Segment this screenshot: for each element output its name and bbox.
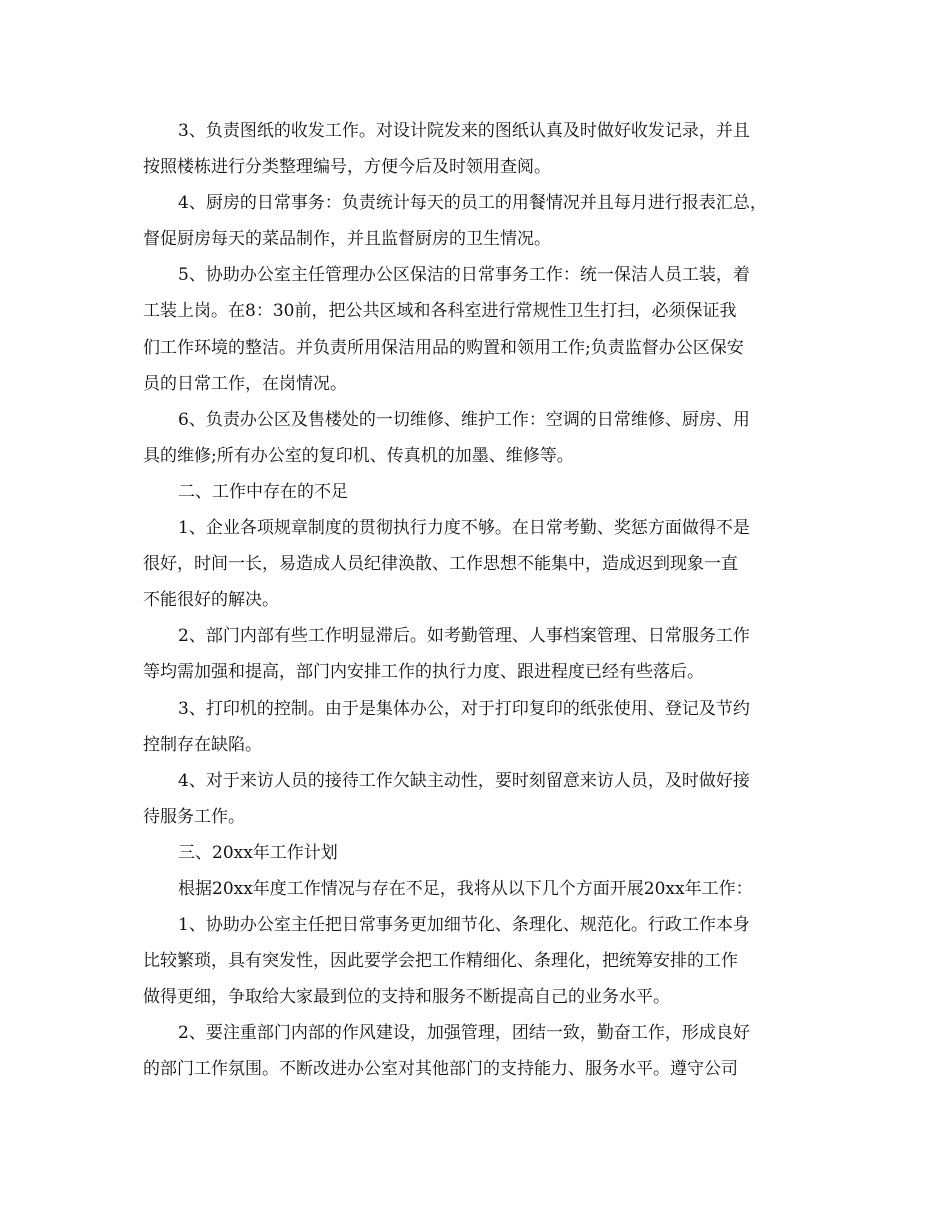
paragraph-line: 4、厨房的日常事务：负责统计每天的员工的用餐情况并且每月进行报表汇总， <box>178 193 767 214</box>
paragraph-line: 具的维修;所有办公室的复印机、传真机的加墨、维修等。 <box>143 445 574 466</box>
paragraph-line: 4、对于来访人员的接待工作欠缺主动性，要时刻留意来访人员，及时做好接 <box>178 770 750 791</box>
paragraph-line: 2、要注重部门内部的作风建设，加强管理，团结一致，勤奋工作，形成良好 <box>178 1023 750 1044</box>
paragraph-line: 等均需加强和提高，部门内安排工作的执行力度、跟进程度已经有些落后。 <box>143 662 704 683</box>
paragraph-line: 6、负责办公区及售楼处的一切维修、维护工作：空调的日常维修、厨房、用 <box>178 409 750 430</box>
paragraph-line: 不能很好的解决。 <box>143 590 279 611</box>
paragraph-line: 很好，时间一长，易造成人员纪律涣散、工作思想不能集中，造成迟到现象一直 <box>143 554 738 575</box>
paragraph-line: 按照楼栋进行分类整理编号，方便今后及时领用查阅。 <box>143 157 551 178</box>
paragraph-line: 根据20xx年度工作情况与存在不足，我将从以下几个方面开展20xx年工作： <box>178 878 753 899</box>
paragraph-line: 2、部门内部有些工作明显滞后。如考勤管理、人事档案管理、日常服务工作 <box>178 626 750 647</box>
document-body <box>143 113 808 1088</box>
paragraph-line: 工装上岗。在8：30前，把公共区域和各科室进行常规性卫生打扫，必须保证我 <box>143 301 737 322</box>
paragraph-line: 控制存在缺陷。 <box>143 734 262 755</box>
paragraph-line: 待服务工作。 <box>143 806 245 827</box>
section-heading: 三、20xx年工作计划 <box>178 842 338 863</box>
paragraph-line: 们工作环境的整洁。并负责所用保洁用品的购置和领用工作;负责监督办公区保安 <box>143 337 744 358</box>
paragraph-line: 1、企业各项规章制度的贯彻执行力度不够。在日常考勤、奖惩方面做得不是 <box>178 518 750 539</box>
section-heading: 二、工作中存在的不足 <box>178 481 348 502</box>
paragraph-line: 比较繁琐，具有突发性，因此要学会把工作精细化、条理化，把统筹安排的工作 <box>143 951 738 972</box>
paragraph-line: 员的日常工作，在岗情况。 <box>143 373 347 394</box>
paragraph-line: 督促厨房每天的菜品制作，并且监督厨房的卫生情况。 <box>143 229 551 250</box>
paragraph-line: 的部门工作氛围。不断改进办公室对其他部门的支持能力、服务水平。遵守公司 <box>143 1059 738 1080</box>
paragraph-line: 5、协助办公室主任管理办公区保洁的日常事务工作：统一保洁人员工装，着 <box>178 265 750 286</box>
paragraph-line: 1、协助办公室主任把日常事务更加细节化、条理化、规范化。行政工作本身 <box>178 915 750 936</box>
paragraph-line: 3、负责图纸的收发工作。对设计院发来的图纸认真及时做好收发记录，并且 <box>178 121 750 141</box>
paragraph-line: 做得更细，争取给大家最到位的支持和服务不断提高自己的业务水平。 <box>143 987 670 1008</box>
paragraph-line: 3、打印机的控制。由于是集体办公，对于打印复印的纸张使用、登记及节约 <box>178 698 750 719</box>
